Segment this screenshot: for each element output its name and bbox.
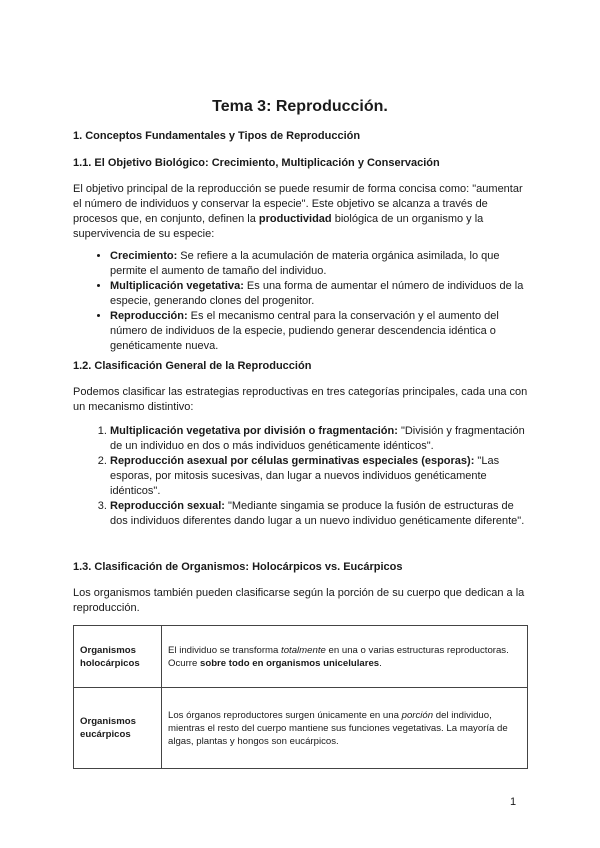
text: "Mediante singamia se produce la fusión de estructuras de dos individuos diferentes dando lugar a un nuevo individuo genéticamente diferente". (110, 500, 525, 527)
paragraph-objective (73, 182, 531, 242)
list-item (110, 424, 531, 454)
term: Multiplicación vegetativa por división o fragmentación: (110, 425, 398, 437)
term: Reproducción: (110, 310, 188, 322)
numbered-list (73, 424, 531, 529)
table-cell-value (162, 626, 528, 688)
list-item (110, 279, 531, 309)
text: biológica de un organismo y la supervivencia de su especie: (73, 213, 484, 240)
italic-text: totalmente (281, 644, 326, 656)
text: Se refiere a la acumulación de materia orgánica asimilada, lo que permite el aumento de tamaño del individuo. (110, 250, 500, 277)
table-row (74, 626, 528, 688)
list-item (110, 249, 531, 279)
organisms-table (73, 625, 528, 769)
bold-text: sobre todo en organismos unicelulares (200, 657, 380, 669)
bold-text: productividad (258, 213, 332, 225)
list-item (110, 499, 531, 529)
text: Es el mecanismo central para la conservación y el aumento del número de individuos de la especie, pudiendo generar descendencia idéntica o genéticamente nueva. (110, 310, 499, 352)
text: Los órganos reproductores surgen únicamente en una (168, 709, 402, 721)
text: Es una forma de aumentar el número de individuos de la especie, generando clones del progenitor. (110, 280, 524, 307)
text: "División y fragmentación de un individuo en dos o más individuos genéticamente idénticos". (110, 425, 525, 452)
text: "Las esporas, por mitosis sucesivas, dan lugar a nuevos individuos genéticamente idénticos". (110, 455, 500, 497)
section-heading-1-2: 1.2. Clasificación General de la Reproducción (73, 360, 312, 372)
table-cell-key: Organismos eucárpicos (74, 688, 162, 769)
page-number: 1 (510, 796, 517, 808)
list-item (110, 454, 531, 499)
paragraph-classification: Podemos clasificar las estrategias reproductivas en tres categorías principales, cada una con un mecanismo distintivo: (73, 386, 528, 413)
table-cell-value (162, 688, 528, 769)
text: en una o varias estructuras reproductoras. Ocurre (168, 644, 509, 669)
section-heading-1-3: 1.3. Clasificación de Organismos: Holocárpicos vs. Eucárpicos (73, 561, 403, 573)
text: El individuo se transforma (168, 644, 282, 656)
term: Multiplicación vegetativa: (110, 280, 244, 292)
section-heading-1: 1. Conceptos Fundamentales y Tipos de Reproducción (73, 130, 361, 142)
table-cell-key: Organismos holocárpicos (74, 626, 162, 688)
term: Crecimiento: (110, 250, 178, 262)
term: Reproducción sexual: (110, 500, 225, 512)
section-heading-1-1: 1.1. El Objetivo Biológico: Crecimiento, Multiplicación y Conservación (73, 157, 440, 169)
bullet-list (73, 249, 531, 354)
text: del individuo, mientras el resto del cuerpo mantiene sus funciones vegetativas. La mayoría de algas, plantas y hongos son eucárpicos. (168, 709, 508, 747)
paragraph-organisms: Los organismos también pueden clasificarse según la porción de su cuerpo que dedican a la reproducción. (73, 587, 525, 614)
list-item (110, 309, 531, 354)
italic-text: porción (401, 709, 434, 721)
table-row (74, 688, 528, 769)
document-title: Tema 3: Reproducción. (212, 98, 388, 115)
text: El objetivo principal de la reproducción se puede resumir de forma concisa como: "aumentar el número de individuos y conservar la especie". Este objetivo se alcanza a través de procesos que, en conjunto, definen la (73, 183, 523, 225)
text: . (379, 657, 382, 669)
term: Reproducción asexual por células germinativas especiales (esporas): (110, 455, 475, 467)
